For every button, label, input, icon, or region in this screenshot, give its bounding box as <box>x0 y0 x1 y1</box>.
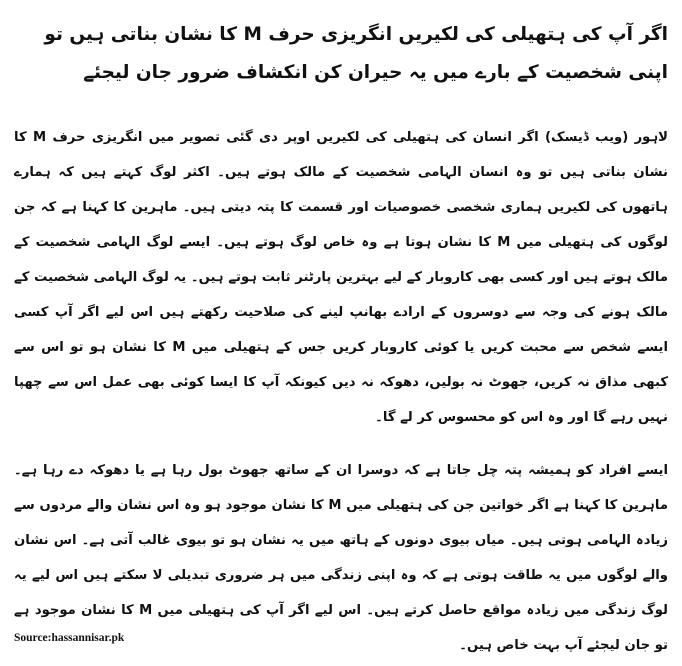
article-title: اگر آپ کی ہتھیلی کی لکیریں انگریزی حرف M کا نشان بناتی ہیں تو اپنی شخصیت کے بارے میں یہ حیران کن انکشاف ضرور جان لیجئے <box>44 24 668 83</box>
article-paragraph-1: لاہور (ویب ڈیسک) اگر انسان کی ہتھیلی کی لکیریں اوپر دی گئی تصویر میں انگریزی حرف M کا نشان بناتی ہیں تو وہ انسان الہامی شخصیت کے مالک ہوتے ہیں۔ اکثر لوگ کہتے ہیں کہ ہمارے ہاتھوں کی لکیریں ہماری شخصی خصوصیات اور قسمت کا پتہ دیتی ہیں۔ ماہرین کا کہنا ہے کہ جن لوگوں کی ہتھیلی میں M کا نشان ہوتا ہے وہ خاص لوگ ہوتے ہیں۔ ایسے لوگ الہامی شخصیت کے مالک ہوتے ہیں اور کسی بھی کاروبار کے لیے بہترین پارٹنر ثابت ہوتے ہیں۔ یہ لوگ الہامی شخصیت کے مالک ہونے کی وجہ سے دوسروں کے ارادے بھانپ لینے کی صلاحیت رکھتے ہیں اس لیے اگر آپ کسی ایسے شخص سے محبت کریں یا کوئی کاروبار کریں جس کے ہتھیلی میں M کا نشان ہو تو اس سے کبھی مذاق نہ کریں، جھوٹ نہ بولیں، دھوکہ نہ دیں کیونکہ آپ کا ایسا کوئی بھی عمل اس سے چھپا نہیں رہے گا اور وہ اس کو محسوس کر لے گا۔ <box>14 130 669 425</box>
source-credit: Source:hassannisar.pk <box>14 632 125 644</box>
article-paragraph-2: ایسے افراد کو ہمیشہ پتہ چل جاتا ہے کہ دوسرا ان کے ساتھ جھوٹ بول رہا ہے یا دھوکہ دے رہا ہے۔ ماہرین کا کہنا ہے اگر خواتین جن کی ہتھیلی میں M کا نشان موجود ہو وہ اس نشان والے مردوں سے زیادہ الہامی ہوتی ہیں۔ میاں بیوی دونوں کے ہاتھ میں یہ نشان ہو تو بیوی غالب آتی ہے۔ اس نشان والے لوگوں میں یہ طاقت ہوتی ہے کہ وہ اپنی زندگی میں ہر ضروری تبدیلی لا سکتے ہیں اس لیے یہ لوگ زندگی میں زیادہ مواقع حاصل کرتے ہیں۔ اس لیے اگر آپ کی ہتھیلی میں M کا نشان موجود ہے تو جان لیجئے آپ بہت خاص ہیں۔ <box>14 463 668 653</box>
